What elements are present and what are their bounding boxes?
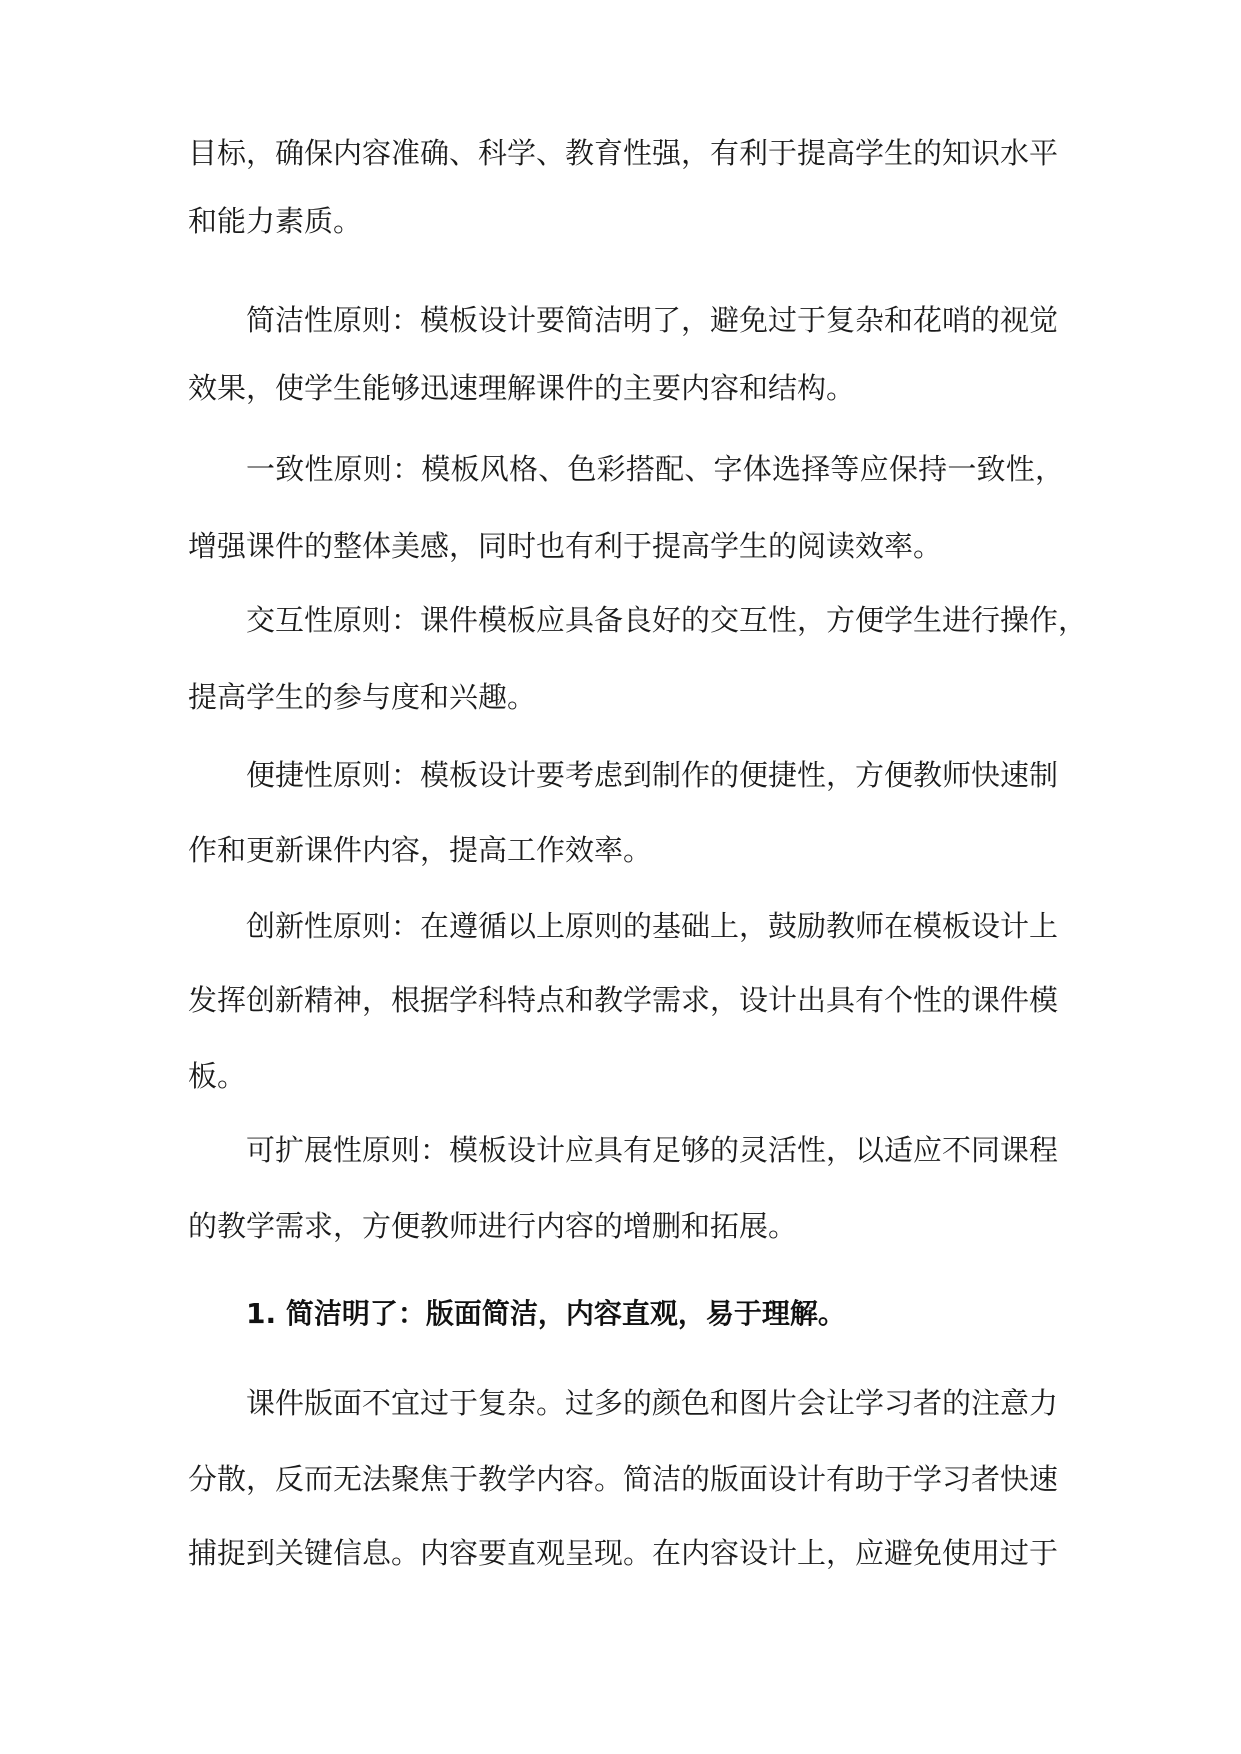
paragraph-line: 增强课件的整体美感，同时也有利于提高学生的阅读效率。 [188,529,943,563]
paragraph-line: 分散，反而无法聚焦于教学内容。简洁的版面设计有助于学习者快速 [188,1462,1059,1496]
paragraph-line: 课件版面不宜过于复杂。过多的颜色和图片会让学习者的注意力 [246,1386,1059,1420]
paragraph-line: 创新性原则：在遵循以上原则的基础上，鼓励教师在模板设计上 [246,909,1059,943]
paragraph-line: 一致性原则：模板风格、色彩搭配、字体选择等应保持一致性， [246,452,1064,486]
paragraph-line: 板。 [188,1059,247,1093]
paragraph-line: 简洁性原则：模板设计要简洁明了，避免过于复杂和花哨的视觉 [246,303,1059,337]
paragraph-line: 可扩展性原则：模板设计应具有足够的灵活性，以适应不同课程 [246,1133,1059,1167]
paragraph-line: 作和更新课件内容，提高工作效率。 [188,833,653,867]
paragraph-line: 的教学需求，方便教师进行内容的增删和拓展。 [188,1209,798,1243]
paragraph-line: 和能力素质。 [188,204,363,238]
section-heading: 1. 简洁明了：版面简洁，内容直观，易于理解。 [246,1297,846,1330]
paragraph-line: 提高学生的参与度和兴趣。 [188,680,537,714]
paragraph-line: 效果，使学生能够迅速理解课件的主要内容和结构。 [188,371,856,405]
paragraph-line: 捕捉到关键信息。内容要直观呈现。在内容设计上，应避免使用过于 [188,1536,1059,1570]
paragraph-line: 目标，确保内容准确、科学、教育性强，有利于提高学生的知识水平 [188,136,1059,170]
paragraph-line: 发挥创新精神，根据学科特点和教学需求，设计出具有个性的课件模 [188,983,1059,1017]
paragraph-line: 交互性原则：课件模板应具备良好的交互性，方便学生进行操作， [246,603,1088,637]
paragraph-line: 便捷性原则：模板设计要考虑到制作的便捷性，方便教师快速制 [246,758,1059,792]
